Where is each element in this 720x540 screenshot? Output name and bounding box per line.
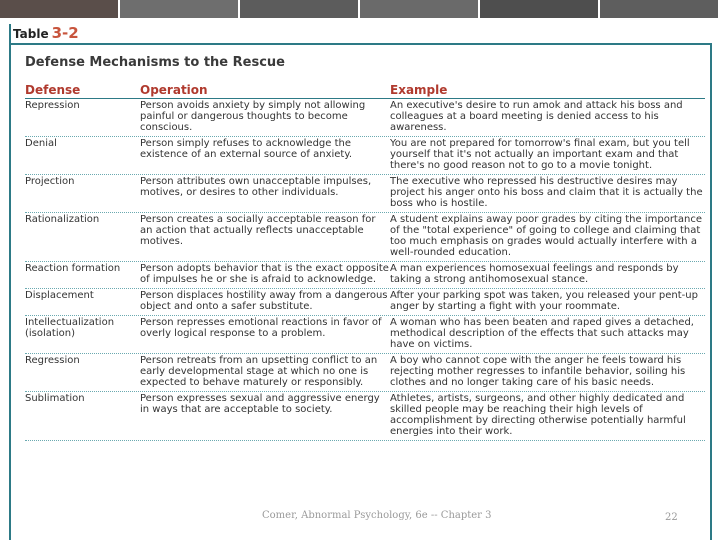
table-header-row bbox=[25, 82, 705, 99]
top-bar-segment bbox=[0, 0, 120, 18]
example-cell: The executive who repressed his destructive desires may project his anger onto his boss and claim that it is actually the boss who is hostile. bbox=[390, 176, 703, 209]
defense-cell: Projection bbox=[25, 176, 75, 187]
operation-cell: Person avoids anxiety by simply not allowing painful or dangerous thoughts to become conscious. bbox=[140, 100, 366, 133]
defense-cell: Sublimation bbox=[25, 393, 85, 404]
table-word: Table bbox=[13, 27, 49, 41]
top-bar-segment bbox=[240, 0, 360, 18]
table-row bbox=[25, 213, 705, 262]
defense-cell: Regression bbox=[25, 355, 80, 366]
operation-cell: Person simply refuses to acknowledge the existence of an external source of anxiety. bbox=[140, 138, 353, 160]
column-header-operation: Operation bbox=[140, 83, 208, 97]
table-row bbox=[25, 354, 705, 392]
defense-mechanisms-table bbox=[25, 82, 705, 441]
defense-cell: Denial bbox=[25, 138, 57, 149]
column-header-example: Example bbox=[390, 83, 448, 97]
header-rule bbox=[9, 43, 711, 45]
example-cell: You are not prepared for tomorrow's final exam, but you tell yourself that it's not actually an important exam and that there's no good reason not to go to a movie tonight. bbox=[390, 138, 690, 171]
example-cell: After your parking spot was taken, you released your pent-up anger by starting a fight with your roommate. bbox=[390, 290, 698, 312]
top-bar-segment bbox=[360, 0, 480, 18]
table-row bbox=[25, 316, 705, 354]
example-cell: A man experiences homosexual feelings and responds by taking a strong antihomosexual stance. bbox=[390, 263, 679, 285]
table-title: Defense Mechanisms to the Rescue bbox=[25, 55, 285, 70]
example-cell: A woman who has been beaten and raped gives a detached, methodical description of the effects that such attacks may have on victims. bbox=[390, 317, 694, 350]
defense-cell: Intellectualization (isolation) bbox=[25, 317, 115, 339]
top-bar-segment bbox=[600, 0, 720, 18]
top-decorative-bar bbox=[0, 0, 720, 18]
operation-cell: Person expresses sexual and aggressive energy in ways that are acceptable to society. bbox=[140, 393, 380, 415]
defense-cell: Displacement bbox=[25, 290, 94, 301]
right-frame-rule bbox=[710, 43, 712, 540]
table-number: 3-2 bbox=[51, 24, 79, 42]
defense-cell: Reaction formation bbox=[25, 263, 121, 274]
column-header-defense: Defense bbox=[25, 83, 81, 97]
table-row bbox=[25, 99, 705, 137]
operation-cell: Person attributes own unacceptable impulses, motives, or desires to other individuals. bbox=[140, 176, 372, 198]
operation-cell: Person adopts behavior that is the exact opposite of impulses he or she is afraid to acknowledge. bbox=[140, 263, 389, 285]
table-row bbox=[25, 175, 705, 213]
page-number: 22 bbox=[665, 512, 678, 523]
footer-citation: Comer, Abnormal Psychology, 6e -- Chapter 3 bbox=[262, 510, 492, 521]
operation-cell: Person creates a socially acceptable reason for an action that actually reflects unacceptable motives. bbox=[140, 214, 376, 247]
operation-cell: Person retreats from an upsetting conflict to an early developmental stage at which no one is expected to behave maturely or responsibly. bbox=[140, 355, 378, 388]
example-cell: Athletes, artists, surgeons, and other highly dedicated and skilled people may be reaching their high levels of accomplishment by directing otherwise potentially harmful energies into their work. bbox=[390, 393, 686, 437]
example-cell: A student explains away poor grades by citing the importance of the "total experience" of going to college and claiming that too much emphasis on grades would actually interfere with a well-rounded education. bbox=[390, 214, 702, 258]
operation-cell: Person represses emotional reactions in favor of overly logical response to a problem. bbox=[140, 317, 382, 339]
table-row bbox=[25, 137, 705, 175]
operation-cell: Person displaces hostility away from a dangerous object and onto a safer substitute. bbox=[140, 290, 388, 312]
top-bar-segment bbox=[120, 0, 240, 18]
table-row bbox=[25, 262, 705, 289]
table-row bbox=[25, 289, 705, 316]
left-frame-rule bbox=[9, 24, 11, 540]
example-cell: An executive's desire to run amok and attack his boss and colleagues at a board meeting is denied access to his awareness. bbox=[390, 100, 683, 133]
defense-cell: Repression bbox=[25, 100, 80, 111]
table-row bbox=[25, 392, 705, 441]
table-label bbox=[13, 24, 79, 42]
defense-cell: Rationalization bbox=[25, 214, 100, 225]
example-cell: A boy who cannot cope with the anger he feels toward his rejecting mother regresses to infantile behavior, soiling his clothes and no longer taking care of his basic needs. bbox=[390, 355, 686, 388]
top-bar-segment bbox=[480, 0, 600, 18]
